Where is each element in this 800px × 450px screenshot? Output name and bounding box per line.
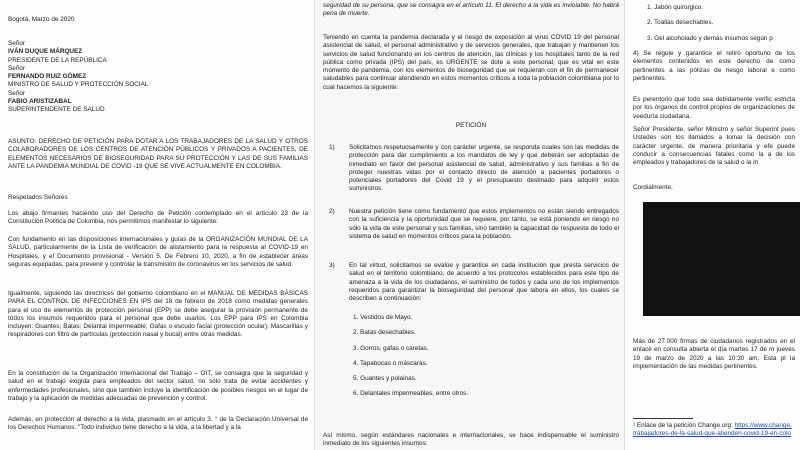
letter-page-3 xyxy=(624,0,800,450)
list-item: 6. Delantales impermeables, entre otros. xyxy=(353,390,469,398)
letter-date: Bogotá, Marzo de 2020 xyxy=(8,16,75,23)
body-paragraph: Además, en protección al derecho a la vida, plasmado en el artículo 3. ° de la Declaración Universal de los Derechos Humanos: "Todo individuo tiene derecho a la vida, a la libertad y a la xyxy=(8,416,308,432)
body-paragraph: Señor Presidente, señor Ministro y señor Superint pues Ustedes son los llamados a tomar la decisión con carácter urgente, de manera prioritaria y efe puede conducir a consecuencias fatales como la a de los empleados y trabajadores de la salud o la m xyxy=(633,126,795,167)
request-item xyxy=(323,144,619,194)
request-item xyxy=(323,208,619,241)
request-item xyxy=(323,262,619,303)
signature-stats: Más de 27.000 firmas de ciudadanos registrados en el enlace en consulta abierta el día martes 17 de m jueves 19 de marzo de 2020 a las 10:30 am. Esta pl la implementación de las medidas pertinentes. xyxy=(633,338,795,370)
list-item: 2. Toallas desechables. xyxy=(647,19,714,27)
body-paragraph: Teniendo en cuenta la pandemia declarada y el riesgo de exposición al virus COVID 19 del personal asistencial de salud, el personal administrativo y de servicios generales, que trabajan y mantienen los servicios de salud funcionando en los centros de atención, las clínicas y los hospitales tanto de la red pública como privada (IPS) del país, es URGENTE se dote a este personal, que es vital en este momento de pandemia, con los elementos de bioseguridad que se requieran con el fin de permanecer saludables para continuar atendiendo en estos momentos críticos a toda la población colombiana por lo cual hacemos la siguiente: xyxy=(323,34,619,91)
request-number: 1) xyxy=(329,144,335,151)
addressee-line: PRESIDENTE DE LA REPÚBLICA xyxy=(8,56,107,64)
body-paragraph: Igualmente, siguiendo las directrices del gobierno colombiano en el MANUAL DE MEDIDAS BÁSICAS PARA EL CONTROL DE INFECCIONES EN IPS del 18 de febrero de 2018 como medidas generales para el uso de elementos de protección personal (EPP) se debe asegurar la provisión permanente de todos los insumos requeridos para el personal que debe usarlos. Los EPP para IPS en Colombia incluyen: Guantes; Batas; Delantal impermeable; Gafas o escudo facial (protección ocular); Mascarillas y respiradores con filtro de partículas (protección nasal y bucal) entre otras medidas. xyxy=(8,290,308,339)
addressee-block xyxy=(8,40,308,115)
petition-link-continuation[interactable]: trabajadores-de-la-salud-que-atienden-covid-19-en-colo xyxy=(633,430,792,438)
addressee-line: Señor xyxy=(8,89,26,97)
body-paragraph: 4) Se regule y garantice el retiro oportuno de los elementos contenidos en este derecho de como pertinentes a las pólizas de riesgo laboral e como pertinentes. xyxy=(633,50,795,82)
request-text: Nuestra petición tiene como fundamento que estos implementos no están siendo entregados con la suficiencia y la oportunidad que se requiere, por tanto, se está poniendo en riesgo no sólo la vida de este personal y sus familias, sino también la capacidad de respuesta de todo el sistema de salud en momentos críticos para la población. xyxy=(349,208,619,240)
body-paragraph: Así mismo, según estándares nacionales e internacionales, se hace indispensable el suministro inmediato de los siguientes insumos: xyxy=(323,432,619,448)
list-item: 1. Jabón quirúrgico. xyxy=(647,4,704,11)
body-paragraph: Es perentorio que todo sea debidamente verific estricta por los órganos de control propios de organizaciones de veeduría ciudadana. xyxy=(633,96,795,120)
request-number: 3) xyxy=(329,262,335,269)
request-text: En tal virtud, solicitamos se evalúe y garantice en cada institución que presta servicios de salud en el territorio colombiano, de acuerdo a los protocolos establecidos para este tipo de amenaza a la vida de los ciudadanos, el suministro de todos y cada uno de los implementos requeridos para garantizar la bioseguridad del personal que labora en ellos, los cuales se describen a continuación: xyxy=(349,262,619,303)
request-number: 2) xyxy=(329,208,335,215)
body-paragraph: En la constitución de la Organización Internacional del Trabajo – OIT, se consagra que la seguridad y salud en el trabajo exigida para empleados del sector salud, no sólo trata de evitar accidentes y enfermedades profesionales, sino que también incluye la identificación de posibles riesgos en el lugar de trabajo y la aplicación de medidas adecuadas de prevención y control. xyxy=(8,370,308,402)
body-paragraph: seguridad de su persona, que se consagra en el artículo 11. El derecho a la vida es inviolable. No habrá pena de muerte. xyxy=(323,2,619,18)
addressee-line: SUPERINTENDENTE DE SALUD xyxy=(8,106,105,114)
addressee-line: IVÁN DUQUE MÁRQUEZ xyxy=(8,48,83,56)
closing-regards: Cordialmente, xyxy=(633,184,673,191)
body-paragraph: Los abajo firmantes haciendo uso del Derecho de Petición contemplado en el artículo 23 de la Constitución Política de Colombia, nos permitimos manifestar lo siguiente: xyxy=(8,210,308,226)
addressee-line: Señor xyxy=(8,64,26,72)
addressee-line: FABIO ARISTIZABAL xyxy=(8,98,72,106)
footnote-label: ¹ Enlace de la petición Change.org: xyxy=(633,422,735,429)
list-item: 3. Gorros, gafas o caretas. xyxy=(353,344,429,352)
list-item: 4. Tapabocas o máscaras. xyxy=(353,359,428,367)
footnote-divider xyxy=(633,418,693,419)
letter-page-2 xyxy=(314,0,625,450)
section-heading: PETICIÓN xyxy=(455,122,487,129)
letter-page-1 xyxy=(0,0,314,450)
petition-link[interactable]: https://www.change. xyxy=(734,422,792,429)
list-item: 5. Guantes y polainas. xyxy=(353,375,417,383)
addressee-line: FERNANDO RUIZ GÓMEZ xyxy=(8,73,87,81)
request-text: Solicitamos respetuosamente y con carácter urgente, se responda cuales son las medidas de protección para dar cumplimiento a los mandatos de ley y que deberán ser adoptadas de inmediato en favor del personal asistencial de salud, administrativo y sus familias a fin de proteger nuestras vidas por el contacto directo de atención a pacientes portadores o potenciales portadores del Covid 19 y el presupuesto destinado para adquirir estos suministros. xyxy=(349,144,619,193)
salutation: Respetados Señores xyxy=(8,194,68,201)
list-item: 3. Gel alcoholado y demás insumos según p xyxy=(647,34,773,42)
redacted-signature-block xyxy=(643,202,800,316)
body-paragraph: Con fundamento en las disposiciones internacionales y guías de la ORGANIZACIÓN MUNDIAL DE LA SALUD, particularmente de la Lista de verificación de alistamiento para la respuesta al COVID-19 en Hospitales, y el Documento provisional - Versión 5. De Febrero 10, 2020, a fin de establecer áreas seguras equipadas, para prevenir y controlar la transmisión de coronavirus en los servicios de salud. xyxy=(8,236,308,268)
supply-list xyxy=(633,4,795,50)
addressee-line: Señor xyxy=(8,40,26,47)
subject-line: ASUNTO: DERECHO DE PETICIÓN PARA DOTAR A LOS TRABAJADORES DE LA SALUD Y OTROS COLABORADORES DE LOS CENTROS DE ATENCIÓN PÚBLICOS Y PRIVADOS A PACIENTES, DE ELEMENTOS NECESARIOS DE BIOSEGURIDAD PARA SU PROTECCIÓN Y LAS DE SUS FAMILIAS ANTE LA PANDEMIA MUNDIAL DE COVID -19 QUE SE VIVE ACTUALMENTE EN COLOMBIA. xyxy=(8,138,308,170)
supply-list xyxy=(323,314,619,406)
footnote xyxy=(633,422,795,439)
list-item: 1. Vestidos de Mayo. xyxy=(353,314,413,321)
list-item: 2. Batas desechables. xyxy=(353,329,416,337)
addressee-line: MINISTRO DE SALUD Y PROTECCIÓN SOCIAL xyxy=(8,81,149,89)
